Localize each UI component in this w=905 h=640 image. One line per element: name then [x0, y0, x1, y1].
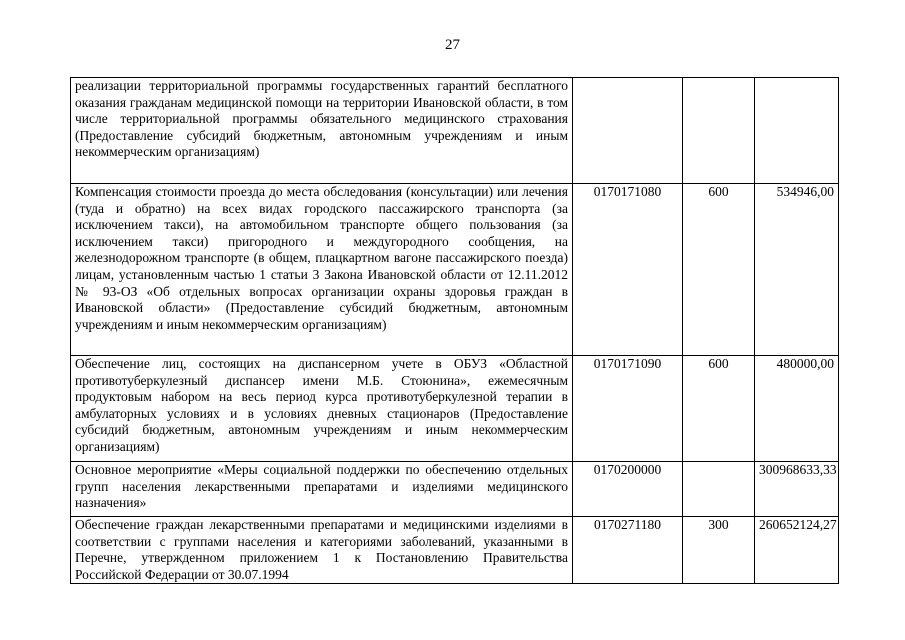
row-amount: 480000,00: [755, 356, 839, 462]
row-expense-type: 600: [683, 356, 755, 462]
row-expense-type: 600: [683, 184, 755, 356]
row-target-code: 0170271180: [573, 517, 683, 584]
table-row: [71, 78, 839, 184]
row-amount: 260652124,27: [755, 517, 839, 584]
table-row: [71, 184, 839, 356]
row-description: Основное мероприятие «Меры социальной поддержки по обеспечению отдельных групп населения лекарственными препаратами и изделиями медицинского назначения»: [71, 462, 573, 517]
page-number: 27: [445, 37, 460, 53]
row-description: реализации территориальной программы государственных гарантий бесплатного оказания гражданам медицинской помощи на территории Ивановской области, в том числе территориальной программы обязательного медицинского страхования (Предоставление субсидий бюджетным, автономным учреждениям и иным некоммерческим организациям): [71, 78, 573, 184]
row-expense-type: 300: [683, 517, 755, 584]
row-target-code: 0170200000: [573, 462, 683, 517]
row-target-code: 0170171080: [573, 184, 683, 356]
table-row: [71, 462, 839, 517]
row-amount: 300968633,33: [755, 462, 839, 517]
row-target-code: 0170171090: [573, 356, 683, 462]
row-target-code: [573, 78, 683, 184]
row-description: Компенсация стоимости проезда до места обследования (консультации) или лечения (туда и обратно) на всех видах городского пассажирского транспорта (за исключением такси), на автомобильном транспорте общего пользования (за исключением такси) пригородного и междугородного сообщения, на железнодорожном транспорте (в общем, плацкартном вагоне пассажирского поезда) лицам, установленным частью 1 статьи 3 Закона Ивановской области от 12.11.2012 № 93-ОЗ «Об отдельных вопросах организации охраны здоровья граждан в Ивановской области» (Предоставление субсидий бюджетным, автономным учреждениям и иным некоммерческим организациям): [71, 184, 573, 356]
budget-table: [70, 77, 839, 584]
table-row: [71, 517, 839, 584]
row-description: Обеспечение лиц, состоящих на диспансерном учете в ОБУЗ «Областной противотуберкулезный диспансер имени М.Б. Стоюнина», ежемесячным продуктовым набором на весь период курса противотуберкулезной терапии в амбулаторных условиях и в условиях дневных стационаров (Предоставление субсидий бюджетным, автономным учреждениям и иным некоммерческим организациям): [71, 356, 573, 462]
row-expense-type: [683, 78, 755, 184]
row-amount: 534946,00: [755, 184, 839, 356]
row-amount: [755, 78, 839, 184]
row-description: Обеспечение граждан лекарственными препаратами и медицинскими изделиями в соответствии с группами населения и категориями заболеваний, указанными в Перечне, утвержденном приложением 1 к Постановлению Правительства Российской Федерации от 30.07.1994: [71, 517, 573, 584]
table-row: [71, 356, 839, 462]
row-expense-type: [683, 462, 755, 517]
